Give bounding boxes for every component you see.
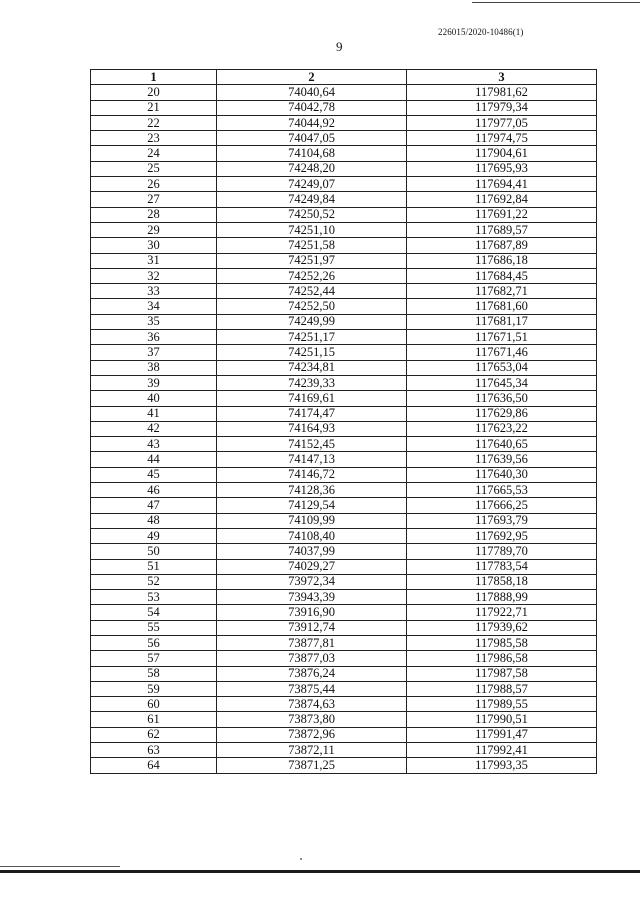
table-row	[91, 207, 597, 222]
x-coordinate-cell: 73872,11	[217, 743, 407, 758]
point-number-cell: 36	[91, 330, 217, 345]
point-number-cell: 55	[91, 620, 217, 635]
point-number-cell: 22	[91, 115, 217, 130]
point-number-cell: 49	[91, 528, 217, 543]
point-number-cell: 32	[91, 268, 217, 283]
y-coordinate-cell: 117653,04	[407, 360, 597, 375]
table-row	[91, 743, 597, 758]
table-row	[91, 85, 597, 100]
y-coordinate-cell: 117692,95	[407, 528, 597, 543]
y-coordinate-cell: 117692,84	[407, 192, 597, 207]
scan-bottom-bar	[0, 870, 640, 873]
y-coordinate-cell: 117989,55	[407, 697, 597, 712]
x-coordinate-cell: 73877,81	[217, 635, 407, 650]
point-number-cell: 54	[91, 605, 217, 620]
y-coordinate-cell: 117789,70	[407, 544, 597, 559]
x-coordinate-cell: 73876,24	[217, 666, 407, 681]
table-row	[91, 498, 597, 513]
point-number-cell: 39	[91, 375, 217, 390]
y-coordinate-cell: 117684,45	[407, 268, 597, 283]
point-number-cell: 47	[91, 498, 217, 513]
table-row	[91, 222, 597, 237]
y-coordinate-cell: 117629,86	[407, 406, 597, 421]
table-row	[91, 421, 597, 436]
point-number-cell: 48	[91, 513, 217, 528]
point-number-cell: 52	[91, 574, 217, 589]
y-coordinate-cell: 117666,25	[407, 498, 597, 513]
point-number-cell: 30	[91, 238, 217, 253]
point-number-cell: 37	[91, 345, 217, 360]
y-coordinate-cell: 117640,65	[407, 437, 597, 452]
y-coordinate-cell: 117990,51	[407, 712, 597, 727]
point-number-cell: 45	[91, 467, 217, 482]
x-coordinate-cell: 73872,96	[217, 727, 407, 742]
point-number-cell: 51	[91, 559, 217, 574]
y-coordinate-cell: 117993,35	[407, 758, 597, 773]
x-coordinate-cell: 73875,44	[217, 681, 407, 696]
x-coordinate-cell: 73873,80	[217, 712, 407, 727]
point-number-cell: 26	[91, 177, 217, 192]
y-coordinate-cell: 117985,58	[407, 635, 597, 650]
point-number-cell: 38	[91, 360, 217, 375]
table-row	[91, 712, 597, 727]
y-coordinate-cell: 117671,51	[407, 330, 597, 345]
x-coordinate-cell: 74251,17	[217, 330, 407, 345]
x-coordinate-cell: 74248,20	[217, 161, 407, 176]
table-row	[91, 620, 597, 635]
y-coordinate-cell: 117689,57	[407, 222, 597, 237]
table-row	[91, 513, 597, 528]
x-coordinate-cell: 74152,45	[217, 437, 407, 452]
point-number-cell: 56	[91, 635, 217, 650]
y-coordinate-cell: 117783,54	[407, 559, 597, 574]
point-number-cell: 24	[91, 146, 217, 161]
table-row	[91, 635, 597, 650]
y-coordinate-cell: 117645,34	[407, 375, 597, 390]
table-row	[91, 253, 597, 268]
y-coordinate-cell: 117694,41	[407, 177, 597, 192]
y-coordinate-cell: 117888,99	[407, 590, 597, 605]
point-number-cell: 28	[91, 207, 217, 222]
coordinates-table	[90, 69, 597, 774]
x-coordinate-cell: 73912,74	[217, 620, 407, 635]
x-coordinate-cell: 74146,72	[217, 467, 407, 482]
column-header-3: 3	[407, 70, 597, 85]
table-row	[91, 528, 597, 543]
table-row	[91, 284, 597, 299]
x-coordinate-cell: 74252,50	[217, 299, 407, 314]
table-row	[91, 146, 597, 161]
top-rule	[472, 2, 640, 3]
point-number-cell: 23	[91, 131, 217, 146]
y-coordinate-cell: 117681,60	[407, 299, 597, 314]
point-number-cell: 27	[91, 192, 217, 207]
table-row	[91, 330, 597, 345]
y-coordinate-cell: 117858,18	[407, 574, 597, 589]
point-number-cell: 42	[91, 421, 217, 436]
scan-edge-line	[0, 866, 120, 867]
table-row	[91, 452, 597, 467]
point-number-cell: 58	[91, 666, 217, 681]
y-coordinate-cell: 117979,34	[407, 100, 597, 115]
table-row	[91, 727, 597, 742]
table-row	[91, 161, 597, 176]
table-row	[91, 100, 597, 115]
x-coordinate-cell: 73943,39	[217, 590, 407, 605]
point-number-cell: 62	[91, 727, 217, 742]
table-row	[91, 605, 597, 620]
x-coordinate-cell: 74251,97	[217, 253, 407, 268]
point-number-cell: 41	[91, 406, 217, 421]
column-header-2: 2	[217, 70, 407, 85]
x-coordinate-cell: 74037,99	[217, 544, 407, 559]
point-number-cell: 64	[91, 758, 217, 773]
scan-speck	[300, 858, 302, 860]
table-row	[91, 268, 597, 283]
x-coordinate-cell: 74251,58	[217, 238, 407, 253]
x-coordinate-cell: 74174,47	[217, 406, 407, 421]
x-coordinate-cell: 74251,15	[217, 345, 407, 360]
table-row	[91, 391, 597, 406]
point-number-cell: 34	[91, 299, 217, 314]
y-coordinate-cell: 117977,05	[407, 115, 597, 130]
y-coordinate-cell: 117691,22	[407, 207, 597, 222]
point-number-cell: 29	[91, 222, 217, 237]
point-number-cell: 61	[91, 712, 217, 727]
point-number-cell: 50	[91, 544, 217, 559]
point-number-cell: 43	[91, 437, 217, 452]
x-coordinate-cell: 74040,64	[217, 85, 407, 100]
table-row	[91, 238, 597, 253]
table-header	[91, 70, 597, 85]
x-coordinate-cell: 74252,26	[217, 268, 407, 283]
table-row	[91, 758, 597, 773]
x-coordinate-cell: 73874,63	[217, 697, 407, 712]
x-coordinate-cell: 74104,68	[217, 146, 407, 161]
x-coordinate-cell: 74042,78	[217, 100, 407, 115]
table-row	[91, 559, 597, 574]
table-row	[91, 590, 597, 605]
table-row	[91, 299, 597, 314]
table-row	[91, 360, 597, 375]
point-number-cell: 60	[91, 697, 217, 712]
y-coordinate-cell: 117992,41	[407, 743, 597, 758]
y-coordinate-cell: 117665,53	[407, 483, 597, 498]
x-coordinate-cell: 74249,84	[217, 192, 407, 207]
table-row	[91, 574, 597, 589]
x-coordinate-cell: 73871,25	[217, 758, 407, 773]
point-number-cell: 21	[91, 100, 217, 115]
document-number: 226015/2020-10486(1)	[438, 27, 524, 37]
y-coordinate-cell: 117623,22	[407, 421, 597, 436]
point-number-cell: 35	[91, 314, 217, 329]
y-coordinate-cell: 117939,62	[407, 620, 597, 635]
point-number-cell: 31	[91, 253, 217, 268]
point-number-cell: 40	[91, 391, 217, 406]
page-number: 9	[336, 39, 343, 54]
x-coordinate-cell: 74128,36	[217, 483, 407, 498]
table-row	[91, 131, 597, 146]
y-coordinate-cell: 117904,61	[407, 146, 597, 161]
y-coordinate-cell: 117987,58	[407, 666, 597, 681]
table-row	[91, 697, 597, 712]
table-row	[91, 437, 597, 452]
x-coordinate-cell: 74249,99	[217, 314, 407, 329]
y-coordinate-cell: 117671,46	[407, 345, 597, 360]
point-number-cell: 46	[91, 483, 217, 498]
table-row	[91, 115, 597, 130]
point-number-cell: 63	[91, 743, 217, 758]
x-coordinate-cell: 74129,54	[217, 498, 407, 513]
x-coordinate-cell: 74147,13	[217, 452, 407, 467]
column-header-1: 1	[91, 70, 217, 85]
x-coordinate-cell: 74239,33	[217, 375, 407, 390]
y-coordinate-cell: 117695,93	[407, 161, 597, 176]
table-row	[91, 651, 597, 666]
y-coordinate-cell: 117693,79	[407, 513, 597, 528]
table-row	[91, 483, 597, 498]
table-row	[91, 375, 597, 390]
table-row	[91, 681, 597, 696]
y-coordinate-cell: 117922,71	[407, 605, 597, 620]
y-coordinate-cell: 117988,57	[407, 681, 597, 696]
y-coordinate-cell: 117991,47	[407, 727, 597, 742]
x-coordinate-cell: 74234,81	[217, 360, 407, 375]
x-coordinate-cell: 74047,05	[217, 131, 407, 146]
point-number-cell: 44	[91, 452, 217, 467]
point-number-cell: 20	[91, 85, 217, 100]
point-number-cell: 53	[91, 590, 217, 605]
y-coordinate-cell: 117686,18	[407, 253, 597, 268]
y-coordinate-cell: 117687,89	[407, 238, 597, 253]
x-coordinate-cell: 73972,34	[217, 574, 407, 589]
table-row	[91, 544, 597, 559]
y-coordinate-cell: 117986,58	[407, 651, 597, 666]
x-coordinate-cell: 74169,61	[217, 391, 407, 406]
x-coordinate-cell: 74109,99	[217, 513, 407, 528]
x-coordinate-cell: 74044,92	[217, 115, 407, 130]
y-coordinate-cell: 117974,75	[407, 131, 597, 146]
x-coordinate-cell: 74250,52	[217, 207, 407, 222]
table-row	[91, 666, 597, 681]
table-row	[91, 345, 597, 360]
table-row	[91, 177, 597, 192]
y-coordinate-cell: 117981,62	[407, 85, 597, 100]
header-row	[91, 70, 597, 85]
point-number-cell: 59	[91, 681, 217, 696]
y-coordinate-cell: 117636,50	[407, 391, 597, 406]
x-coordinate-cell: 73877,03	[217, 651, 407, 666]
point-number-cell: 33	[91, 284, 217, 299]
x-coordinate-cell: 74252,44	[217, 284, 407, 299]
table-row	[91, 406, 597, 421]
x-coordinate-cell: 74251,10	[217, 222, 407, 237]
table-row	[91, 192, 597, 207]
table-row	[91, 314, 597, 329]
x-coordinate-cell: 73916,90	[217, 605, 407, 620]
y-coordinate-cell: 117640,30	[407, 467, 597, 482]
table-row	[91, 467, 597, 482]
x-coordinate-cell: 74108,40	[217, 528, 407, 543]
y-coordinate-cell: 117639,56	[407, 452, 597, 467]
x-coordinate-cell: 74029,27	[217, 559, 407, 574]
y-coordinate-cell: 117682,71	[407, 284, 597, 299]
y-coordinate-cell: 117681,17	[407, 314, 597, 329]
table-body	[91, 85, 597, 773]
x-coordinate-cell: 74249,07	[217, 177, 407, 192]
point-number-cell: 57	[91, 651, 217, 666]
point-number-cell: 25	[91, 161, 217, 176]
x-coordinate-cell: 74164,93	[217, 421, 407, 436]
